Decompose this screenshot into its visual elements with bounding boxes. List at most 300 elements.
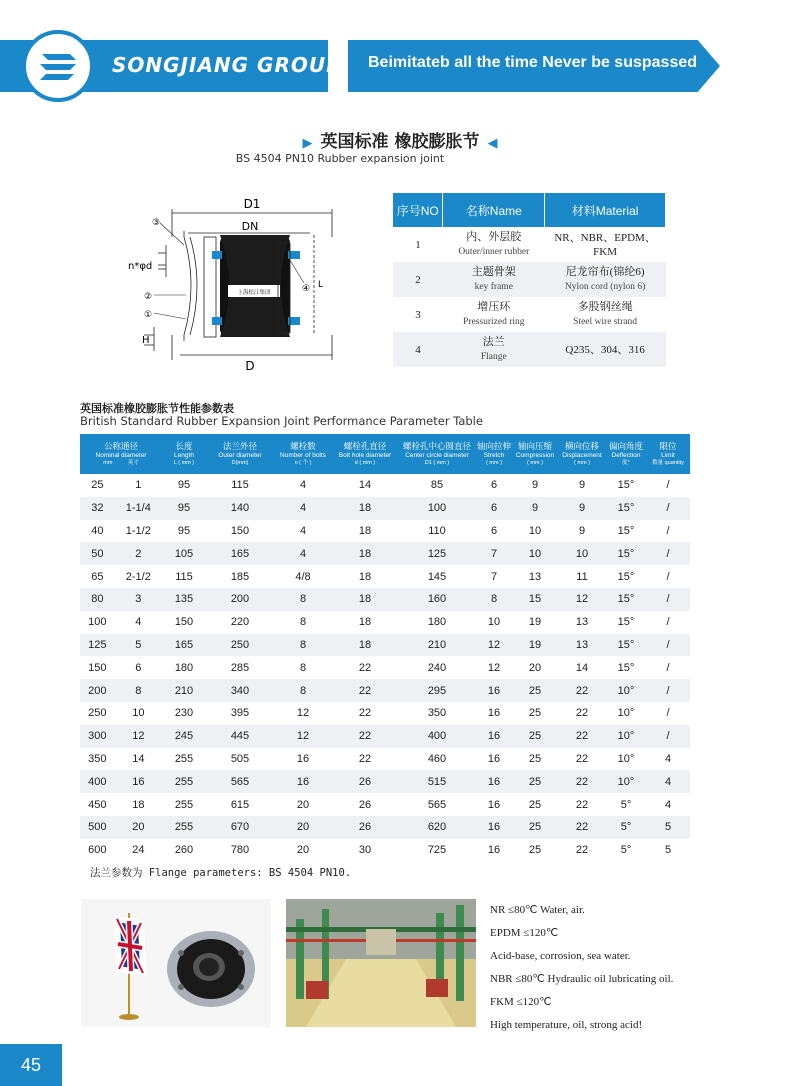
table-cell: 16	[487, 707, 501, 720]
materials-row	[393, 332, 666, 367]
table-cell: 22	[558, 679, 606, 702]
material-name	[443, 332, 545, 367]
param-header-limit	[646, 434, 690, 474]
table-row	[80, 770, 690, 793]
parameter-table	[80, 434, 690, 862]
table-cell: /	[646, 588, 690, 611]
table-cell: 1	[135, 479, 142, 492]
param-header-en: Nominal diameter	[95, 452, 147, 459]
triangle-left-icon: ◀	[487, 136, 498, 151]
table-cell: 16	[115, 770, 162, 793]
table-cell: 12	[274, 725, 332, 748]
table-cell: 13	[558, 634, 606, 657]
table-cell: 100	[88, 616, 107, 629]
table-cell: 10°	[606, 725, 646, 748]
table-row	[80, 588, 690, 611]
table-cell: 6	[490, 524, 498, 537]
page-header	[0, 40, 800, 92]
table-cell: 16	[274, 770, 332, 793]
param-header-cn: 限位	[659, 441, 677, 451]
table-row	[80, 520, 690, 543]
table-cell: 14	[575, 661, 589, 674]
table-cell: 16	[476, 770, 512, 793]
table-cell: 22	[575, 752, 589, 765]
callout-1: ①	[144, 310, 153, 320]
table-cell: 18	[332, 588, 398, 611]
table-cell: 565	[206, 770, 274, 793]
table-cell: 10	[528, 524, 542, 537]
table-cell: 22	[558, 816, 606, 839]
param-header-compression	[512, 434, 558, 474]
table-cell: 400	[80, 770, 115, 793]
table-cell: 26	[358, 798, 372, 811]
param-header-unit: ( mm )	[574, 460, 590, 466]
table-row	[80, 748, 690, 771]
table-cell: 12	[487, 661, 501, 674]
table-cell: 8	[274, 679, 332, 702]
param-header-bolt-hole	[332, 434, 398, 474]
table-cell: 250	[206, 634, 274, 657]
joint-diagram	[100, 195, 350, 375]
table-cell: 25	[512, 725, 558, 748]
table-cell: 20	[528, 661, 542, 674]
table-cell: 350	[427, 707, 447, 720]
table-cell: 10°	[606, 679, 646, 702]
table-row	[80, 702, 690, 725]
table-cell: 15°	[617, 616, 635, 629]
param-header-displacement	[558, 434, 606, 474]
table-cell: /	[666, 661, 670, 674]
table-cell: 22	[575, 798, 589, 811]
table-cell: 32	[80, 497, 115, 520]
unit-inch: 英寸	[127, 460, 139, 466]
table-cell: 95	[177, 479, 191, 492]
table-cell: 6	[490, 479, 498, 492]
spec-line: FKM ≤120℃	[490, 996, 552, 1008]
table-cell: 8	[274, 634, 332, 657]
table-cell: 350	[88, 752, 107, 765]
param-header-en: Deflection	[611, 452, 641, 459]
table-cell: 16	[476, 816, 512, 839]
table-cell: 25	[512, 679, 558, 702]
table-cell: 22	[332, 725, 398, 748]
table-cell: 220	[230, 616, 250, 629]
table-row	[80, 474, 690, 497]
table-cell: 16	[487, 844, 501, 857]
material-spec-en: Steel wire strand	[573, 317, 638, 327]
table-cell: 15°	[617, 661, 635, 674]
table-cell: 25	[528, 707, 542, 720]
table-cell: 160	[398, 588, 476, 611]
param-header-unit: D(mm)	[231, 460, 249, 466]
table-cell: 4/8	[295, 570, 311, 583]
table-cell: /	[646, 497, 690, 520]
table-cell: 25	[91, 479, 104, 492]
spec-line: Acid-base, corrosion, sea water.	[490, 950, 631, 962]
table-cell: 20	[274, 816, 332, 839]
table-cell: 255	[162, 770, 206, 793]
material-name-en: Flange	[480, 352, 507, 362]
material-spec-cn: 多股钢丝绳	[577, 301, 633, 313]
param-header-cn: 长度	[175, 441, 193, 451]
product-photo	[81, 899, 271, 1027]
param-header-unit: d ( mm )	[354, 460, 376, 466]
table-cell: 16	[476, 679, 512, 702]
param-header-bolts	[274, 434, 332, 474]
table-cell: 40	[91, 524, 104, 537]
materials-header-name: 名称Name	[443, 193, 545, 227]
material-name-en: Pressurized ring	[463, 317, 525, 327]
table-cell: 7	[490, 570, 498, 583]
table-cell: 150	[174, 616, 194, 629]
param-header-cn: 螺栓孔直径	[343, 441, 387, 451]
table-cell: 165	[162, 634, 206, 657]
table-cell: 18	[358, 570, 372, 583]
table-cell: 8	[299, 661, 307, 674]
param-header-cn: 偏向角度	[608, 441, 643, 451]
table-cell: 5	[646, 816, 690, 839]
materials-header-row	[393, 193, 666, 227]
param-header-en: Limit	[661, 452, 675, 459]
table-cell: 50	[80, 542, 115, 565]
table-cell: 18	[332, 634, 398, 657]
table-cell: 26	[332, 770, 398, 793]
table-cell: 115	[231, 479, 249, 492]
company-logo	[22, 30, 94, 102]
table-cell: 15°	[617, 570, 635, 583]
table-cell: 16	[487, 752, 501, 765]
table-cell: 6	[476, 497, 512, 520]
table-cell: 85	[430, 479, 444, 492]
table-cell: 295	[398, 679, 476, 702]
table-cell: 450	[88, 798, 107, 811]
param-header-cn: 轴向压缩	[517, 441, 552, 451]
table-cell: 185	[230, 570, 250, 583]
product-subtitle: BS 4504 PN10 Rubber expansion joint	[235, 152, 445, 165]
table-cell: 10	[512, 542, 558, 565]
param-header-en: Number of bolts	[280, 452, 326, 459]
label-dn: DN	[241, 220, 259, 233]
table-cell: 9	[578, 479, 586, 492]
spec-line: NBR ≤80℃ Hydraulic oil lubricating oil.	[490, 973, 674, 985]
table-cell: 9	[578, 524, 586, 537]
table-cell: 210	[162, 679, 206, 702]
param-header-en: Stretch	[483, 452, 505, 459]
param-header-unit	[81, 460, 161, 467]
param-table-title: 英国标准橡胶膨胀节性能参数表	[80, 402, 234, 415]
table-cell: 780	[230, 844, 250, 857]
table-cell: 95	[162, 497, 206, 520]
table-cell: 200	[206, 588, 274, 611]
param-header-deflection	[606, 434, 646, 474]
slogan-text: Beimitateb all the time Never be suspassed	[368, 54, 698, 71]
label-bolt: n*φd	[128, 261, 153, 272]
table-cell: 9	[531, 479, 539, 492]
table-cell: 10	[558, 542, 606, 565]
label-d: D	[245, 359, 255, 373]
table-cell: 395	[230, 707, 250, 720]
table-row	[80, 634, 690, 657]
param-header-cn: 轴向拉伸	[477, 441, 512, 451]
table-cell: 8	[274, 588, 332, 611]
table-cell: 240	[427, 661, 447, 674]
parameter-table-body	[80, 474, 690, 862]
table-cell: 22	[575, 844, 589, 857]
table-row	[80, 839, 690, 862]
param-header-unit: 度°	[622, 460, 630, 466]
table-cell: 230	[174, 707, 194, 720]
table-cell: 19	[512, 634, 558, 657]
param-header-cn: 螺栓孔中心圆直径	[402, 441, 471, 451]
table-cell: 18	[332, 497, 398, 520]
table-cell: 15°	[617, 479, 635, 492]
table-cell: 125	[398, 542, 476, 565]
material-spec	[545, 262, 666, 297]
logo-emblem-icon	[26, 34, 90, 98]
table-cell: 1-1/2	[125, 524, 151, 537]
table-cell: 150	[230, 524, 250, 537]
label-d1: D1	[243, 197, 261, 211]
table-cell: 12	[296, 707, 310, 720]
table-cell: 260	[174, 844, 194, 857]
table-cell: 30	[358, 844, 372, 857]
material-spec	[545, 332, 666, 367]
table-cell: 13	[528, 570, 542, 583]
materials-header-no: 序号NO	[393, 193, 443, 227]
table-cell: 4	[274, 497, 332, 520]
label-l: L	[318, 280, 324, 290]
table-cell: 3	[115, 588, 162, 611]
callout-3: ③	[152, 218, 161, 228]
table-cell: 12	[558, 588, 606, 611]
table-cell: 255	[162, 816, 206, 839]
table-cell: 6	[135, 661, 142, 674]
flag-and-joint-image	[81, 899, 271, 1027]
table-cell: 4	[135, 616, 142, 629]
material-spec	[545, 297, 666, 332]
table-cell: 22	[558, 770, 606, 793]
param-header-en: Length	[174, 452, 194, 459]
table-cell: 8	[299, 616, 307, 629]
table-cell: 460	[427, 752, 447, 765]
param-header-cn: 法兰外径	[222, 441, 257, 451]
table-cell: 340	[206, 679, 274, 702]
table-cell: 22	[575, 707, 589, 720]
table-row	[80, 497, 690, 520]
material-spec-en: FKM	[593, 245, 618, 258]
table-cell: /	[646, 542, 690, 565]
table-cell: 500	[80, 816, 115, 839]
table-row	[80, 542, 690, 565]
spec-line: NR ≤80℃ Water, air.	[490, 904, 585, 916]
table-cell: 615	[230, 798, 250, 811]
flange-note: 法兰参数为 Flange parameters: BS 4504 PN10.	[90, 867, 352, 879]
table-cell: 80	[80, 588, 115, 611]
table-cell: 22	[358, 661, 372, 674]
table-cell: 505	[230, 752, 250, 765]
table-cell: 4	[299, 524, 307, 537]
callout-4: ④	[302, 284, 311, 294]
table-cell: 285	[230, 661, 250, 674]
table-cell: 20	[115, 816, 162, 839]
table-cell: 620	[398, 816, 476, 839]
table-cell: 18	[132, 798, 145, 811]
table-cell: 16	[296, 752, 310, 765]
table-cell: 110	[428, 524, 446, 537]
param-header-unit: n ( 个 )	[294, 460, 312, 466]
table-cell: 25	[528, 798, 542, 811]
table-cell: 5	[115, 634, 162, 657]
table-cell: 22	[358, 707, 372, 720]
table-cell: 25	[512, 770, 558, 793]
material-spec-en: Nylon cord (nylon 6)	[564, 282, 646, 292]
table-cell: 100	[398, 497, 476, 520]
table-cell: 95	[177, 524, 191, 537]
table-cell: 5°	[606, 816, 646, 839]
table-cell: 10	[487, 616, 501, 629]
material-spec-cn: 尼龙帘布(锦纶6)	[565, 266, 645, 278]
material-name-cn: 增压环	[477, 301, 511, 313]
param-header-length	[162, 434, 206, 474]
param-header-cn: 横向位移	[564, 441, 599, 451]
material-name	[443, 297, 545, 332]
table-cell: 670	[206, 816, 274, 839]
table-cell: 4	[646, 770, 690, 793]
table-cell: 105	[162, 542, 206, 565]
table-cell: 14	[358, 479, 372, 492]
materials-row	[393, 297, 666, 332]
table-cell: 16	[476, 725, 512, 748]
material-name	[443, 227, 545, 262]
spec-line: High temperature, oil, strong acid!	[490, 1019, 643, 1031]
table-cell: 22	[358, 752, 372, 765]
param-header-unit: ( mm )	[527, 460, 543, 466]
table-cell: 180	[427, 616, 447, 629]
table-cell: /	[646, 725, 690, 748]
table-cell: 565	[427, 798, 447, 811]
param-header-en: Center circle diameter	[405, 452, 469, 459]
table-cell: 445	[206, 725, 274, 748]
product-title-text: 英国标准 橡胶膨胀节	[320, 132, 480, 152]
union-flag-icon	[117, 919, 143, 973]
table-row	[80, 611, 690, 634]
table-cell: 25	[528, 844, 542, 857]
materials-row	[393, 227, 666, 262]
table-cell: 8	[476, 588, 512, 611]
table-cell: /	[666, 570, 670, 583]
material-name-en: Outer/inner rubber	[458, 247, 530, 257]
table-cell: 20	[296, 798, 310, 811]
table-cell: 15°	[606, 497, 646, 520]
param-table-title-en: British Standard Rubber Expansion Joint Performance Parameter Table	[80, 414, 483, 428]
table-cell: 210	[398, 634, 476, 657]
table-cell: 25	[528, 752, 542, 765]
table-cell: 11	[576, 570, 588, 583]
material-name-cn: 法兰	[482, 336, 505, 348]
product-stamp: 上海松江集团	[237, 290, 271, 296]
page-number: 45	[0, 1044, 62, 1086]
materials-header-material: 材料Material	[545, 193, 666, 227]
table-cell: 12	[476, 634, 512, 657]
table-cell: 300	[80, 725, 115, 748]
param-header-stretch	[476, 434, 512, 474]
table-cell: 115	[175, 570, 193, 583]
table-cell: 26	[332, 816, 398, 839]
table-cell: /	[666, 707, 670, 720]
table-cell: 7	[476, 542, 512, 565]
material-no: 1	[415, 238, 421, 251]
table-cell: 2-1/2	[125, 570, 151, 583]
table-cell: 245	[162, 725, 206, 748]
param-header-unit: L ( mm )	[173, 460, 195, 466]
param-header-cn: 公称通径	[103, 441, 138, 451]
table-cell: 10°	[606, 770, 646, 793]
param-header-center-circle	[398, 434, 476, 474]
table-cell: 18	[358, 524, 372, 537]
table-cell: 9	[512, 497, 558, 520]
material-no: 3	[415, 308, 421, 321]
table-row	[80, 725, 690, 748]
param-header-cn: 螺栓数	[290, 441, 316, 451]
table-cell: 515	[398, 770, 476, 793]
material-name-cn: 主题骨架	[471, 266, 516, 278]
table-cell: 140	[206, 497, 274, 520]
table-cell: 10°	[617, 707, 635, 720]
material-name	[443, 262, 545, 297]
param-header-en: Compression	[515, 452, 555, 459]
table-cell: 250	[88, 707, 107, 720]
table-cell: 255	[174, 798, 194, 811]
table-cell: 150	[88, 661, 107, 674]
param-header-en: Outer diameter	[218, 452, 262, 459]
param-header-nominal	[80, 434, 162, 474]
table-cell: 18	[358, 616, 372, 629]
material-spec	[545, 227, 666, 262]
table-cell: 2	[115, 542, 162, 565]
table-row	[80, 656, 690, 679]
table-cell: 10°	[617, 752, 635, 765]
table-cell: 255	[174, 752, 194, 765]
material-spec-en: Q235、304、316	[565, 343, 645, 356]
product-title	[0, 127, 800, 152]
table-cell: 5	[664, 844, 672, 857]
table-cell: 4	[299, 479, 307, 492]
expansion-joint-icon	[167, 931, 255, 1007]
table-cell: 13	[575, 616, 589, 629]
materials-table	[393, 193, 666, 367]
param-header-outer-diameter	[206, 434, 274, 474]
table-cell: 600	[88, 844, 107, 857]
table-cell: 725	[427, 844, 447, 857]
spec-line: EPDM ≤120℃	[490, 927, 559, 939]
table-cell: /	[646, 634, 690, 657]
table-cell: 25	[512, 816, 558, 839]
table-cell: 20	[296, 844, 310, 857]
param-header-row	[80, 434, 690, 474]
material-name-cn: 内、外层胶	[466, 231, 522, 243]
table-cell: 15°	[606, 588, 646, 611]
table-cell: 400	[398, 725, 476, 748]
param-header-en: Displacement	[562, 452, 602, 459]
installation-photo	[286, 899, 476, 1027]
table-cell: 1-1/4	[115, 497, 162, 520]
param-header-unit: ( mm )	[486, 460, 502, 466]
table-cell: 15°	[617, 524, 635, 537]
table-row	[80, 565, 690, 588]
label-h: H	[142, 335, 150, 346]
param-header-unit: 数量 quantity	[652, 460, 684, 466]
table-cell: 15°	[606, 634, 646, 657]
